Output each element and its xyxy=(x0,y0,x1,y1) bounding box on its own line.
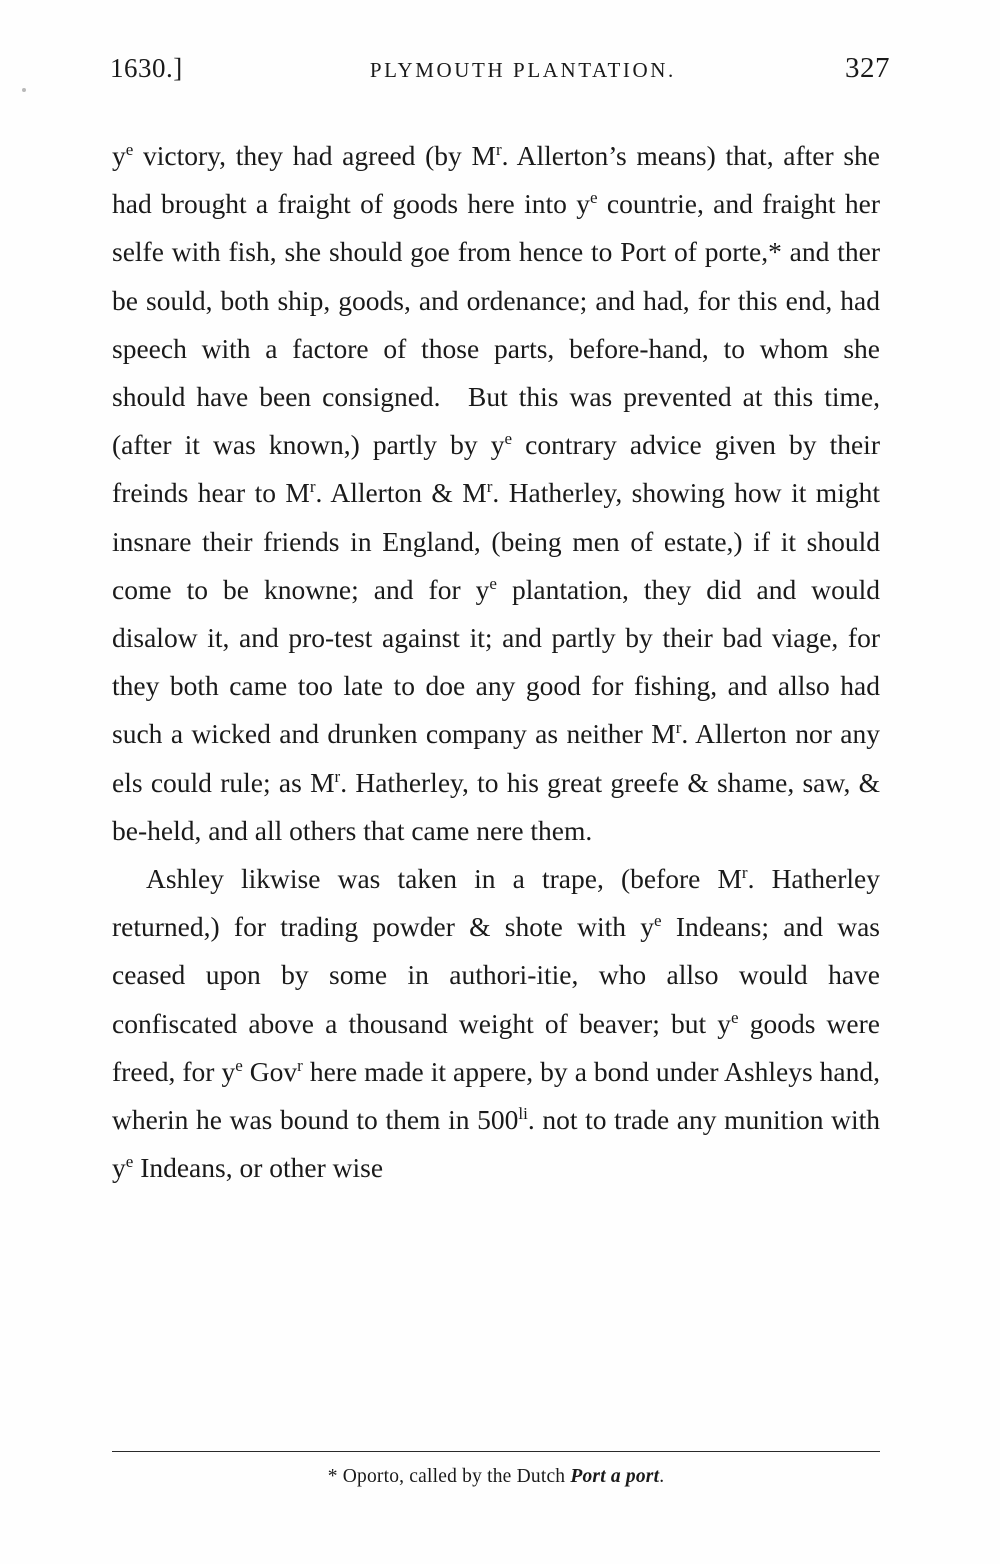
running-head-title: PLYMOUTH PLANTATION. xyxy=(369,58,676,82)
superscript-letter: e xyxy=(504,429,513,449)
paragraph-victory: $y^e$ victory, they had agreed (by $M^r$. Allerton’s means) that, after she had brought a fraight of goods here into $y^e$ countrie, and fraight her selfe with fish, she should goe from hence to Port of porte,* and ther be sould, both ship, goods, and ordenance; and had, for this end, had speech with a factore of those parts, before-hand, to whom she should have been consigned. But this was prevented at this time, (after it was known,) partly by $y^e$ contrary advice given by their freinds hear to $M^r$. Allerton & $M^r$. Hatherley, showing how it might insnare their friends in England, (being men of estate,) if it should come to be knowne; and for $y^e$ plantation, they did and would disalow it, and pro-test against it; and partly by their bad viage, for they both came too late to doe any good for fishing, and allso had such a wicked and drunken company as neither $M^r$. Allerton nor any els could rule; as $M^r$. Hatherley, to his great greefe & shame, saw, & be-held, and all others that came nere them. xyxy=(112,139,880,846)
footnote-italic-phrase: Port a port xyxy=(570,1466,660,1487)
superscript-letter: e xyxy=(589,188,598,208)
superscript-letter: r xyxy=(675,718,682,738)
superscript-letter: r xyxy=(297,1055,303,1075)
superscript-letter: r xyxy=(309,477,316,497)
superscript-letter: e xyxy=(489,573,497,593)
footnote-divider xyxy=(112,1451,880,1452)
superscript-letter: li xyxy=(518,1103,528,1123)
superscript-letter: r xyxy=(486,477,493,497)
superscript-letter: e xyxy=(235,1055,243,1075)
superscript-letter: r xyxy=(334,766,341,786)
superscript-letter: e xyxy=(125,1152,134,1172)
superscript-letter: e xyxy=(125,139,134,159)
scan-artifact xyxy=(22,88,26,92)
body-text xyxy=(112,132,880,1192)
running-head-year: 1630.] xyxy=(110,53,183,83)
superscript-letter: r xyxy=(495,139,502,159)
running-head xyxy=(110,52,890,96)
superscript-letter: e xyxy=(731,1007,739,1027)
superscript-letter: e xyxy=(654,911,662,931)
superscript-letter: r xyxy=(741,862,748,882)
footnote: * Oporto, called by the Dutch Port a port. xyxy=(327,1466,665,1487)
paragraph-ashley: Ashley likwise was taken in a trape, (before $M^r$. Hatherley returned,) for trading powder & shote with $y^e$ Indeans; and was ceased upon by some in authori-itie, who allso would have confiscated above a thousand weight of beaver; but $y^e$ goods were freed, for $y^e$ Gov$^r$ here made it appere, by a bond under Ashleys hand, wherin he was bound to them in $500^{li}$. not to trade any munition with $y^e$ Indeans, or other wise xyxy=(112,862,880,1184)
page-number: 327 xyxy=(845,52,890,84)
